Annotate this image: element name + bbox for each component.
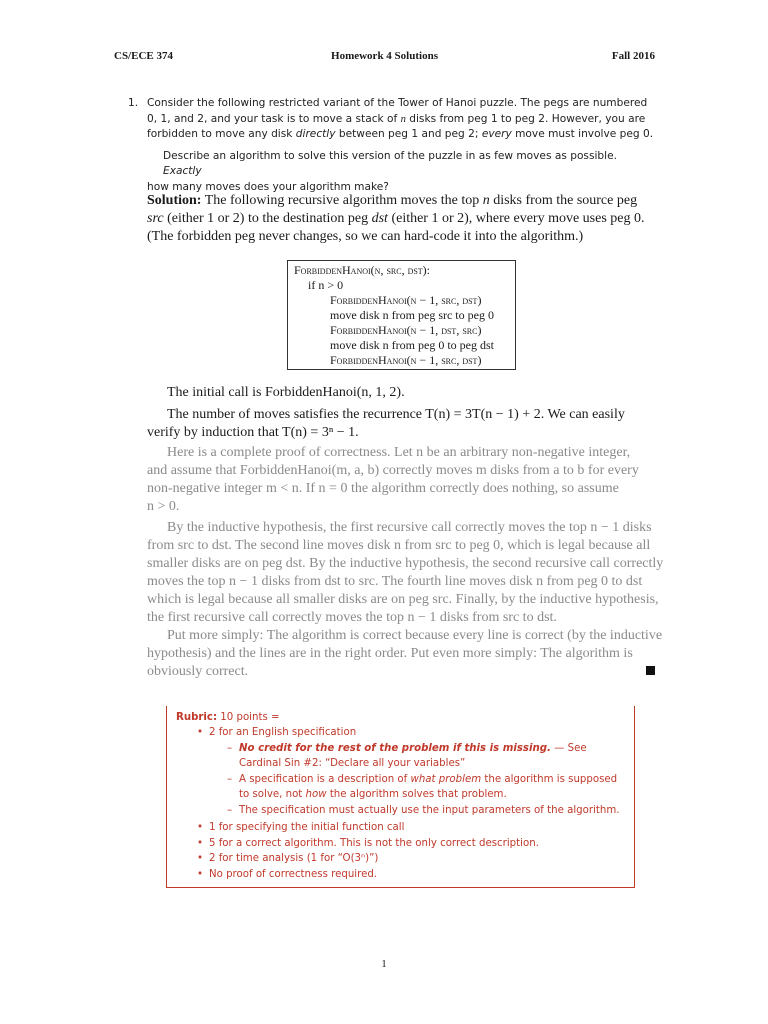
algorithm-signature: ForbiddenHanoi(n, src, dst): — [294, 263, 431, 277]
qed-square-icon — [646, 666, 655, 675]
recurrence-text: The number of moves satisfies the recurrence T(n) = 3T(n − 1) + 2. We can easily verify by induction that T(n) = 3ⁿ − 1. — [147, 407, 625, 440]
algorithm-box — [287, 260, 516, 370]
rubric-item: • 1 for specifying the initial function call — [197, 820, 404, 836]
document-title: Homework 4 Solutions — [331, 50, 438, 62]
dash-icon: – — [227, 805, 233, 816]
solution-intro: Solution: The following recursive algorithm moves the top n disks from the source peg src (either 1 or 2) to the destination peg dst (either 1 or 2), where every move uses peg 0. (The forbidden peg never changes, so we can hard-code it into the algorithm.) — [147, 193, 645, 244]
rubric-subitem: – No credit for the rest of the problem if this is missing. — See — [227, 741, 587, 757]
problem-statement — [128, 96, 656, 195]
bullet-icon: • — [197, 869, 204, 880]
rubric-header: Rubric: 10 points = — [176, 712, 280, 723]
rubric-item: • 2 for an English specification — [197, 725, 356, 741]
proof-paragraph-2: By the inductive hypothesis, the first recursive call correctly moves the top n − 1 disks from src to dst. The second line moves disk n from src to peg 0, which is legal because all smaller disks are on peg dst. By the inductive hypothesis, the second recursive call correctly moves the top n − 1 disks from dst to src. The fourth line moves disk n from peg 0 to dst which is legal because all smaller disks are on peg src. Finally, by the inductive hypothesis, the first recursive call correctly moves the top n − 1 disks from src to dst. — [147, 520, 664, 625]
semester: Fall 2016 — [611, 50, 655, 62]
algorithm-line: ForbiddenHanoi(n − 1, src, dst) — [330, 293, 482, 307]
bullet-icon: • — [197, 822, 204, 833]
bullet-icon: • — [197, 853, 204, 864]
algorithm-line: move disk n from peg 0 to peg dst — [330, 338, 494, 352]
initial-call-text: The initial call is ForbiddenHanoi(n, 1, 2). — [167, 385, 405, 400]
problem-number: 1. — [128, 97, 139, 109]
page-number: 1 — [381, 958, 387, 970]
course-name: CS/ECE 374 — [114, 50, 173, 62]
problem-question: Describe an algorithm to solve this version of the puzzle in as few moves as possible. Exactly how many moves does your algorithm make? — [147, 149, 617, 193]
algorithm-line: ForbiddenHanoi(n − 1, src, dst) — [330, 353, 482, 367]
proof-paragraph-3: Put more simply: The algorithm is correct because every line is correct (by the inductive hypothesis) and the lines are in the right order. Put even more simply: The algorithm is obviously correct. — [147, 628, 663, 679]
rubric-subitem: – A specification is a description of what problem the algorithm is supposed — [227, 772, 617, 788]
running-header — [114, 50, 655, 64]
rubric-item: • 2 for time analysis (1 for “O(3ⁿ)”) — [197, 851, 378, 867]
dash-icon: – — [227, 774, 233, 785]
rubric-item: • No proof of correctness required. — [197, 867, 377, 883]
bullet-icon: • — [197, 727, 204, 738]
proof-paragraph-1: Here is a complete proof of correctness. Let n be an arbitrary non-negative integer, and assume that ForbiddenHanoi(m, a, b) correctly moves m disks from a to b for every non-negative integer m < n. If n = 0 the algorithm correctly does nothing, so assume n > 0. — [147, 445, 639, 514]
algorithm-line: move disk n from peg src to peg 0 — [330, 308, 494, 322]
bullet-icon: • — [197, 838, 204, 849]
dash-icon: – — [227, 743, 233, 754]
algorithm-line: if n > 0 — [308, 278, 344, 292]
rubric-subitem: – The specification must actually use the input parameters of the algorithm. — [227, 803, 619, 819]
algorithm-line: ForbiddenHanoi(n − 1, dst, src) — [330, 323, 482, 337]
rubric-box — [166, 706, 635, 888]
problem-text: Consider the following restricted variant of the Tower of Hanoi puzzle. The pegs are numbered 0, 1, and 2, and your task is to move a stack of n disks from peg 1 to peg 2. However, you are forbidden to move any disk directly between peg 1 and peg 2; every move must involve peg 0. — [147, 97, 654, 140]
rubric-subitem-cont: Cardinal Sin #2: “Declare all your variables” — [239, 758, 466, 769]
rubric-subitem-cont: to solve, not how the algorithm solves that problem. — [239, 789, 507, 800]
rubric-item: • 5 for a correct algorithm. This is not the only correct description. — [197, 836, 539, 852]
solution-label: Solution: — [147, 193, 202, 208]
